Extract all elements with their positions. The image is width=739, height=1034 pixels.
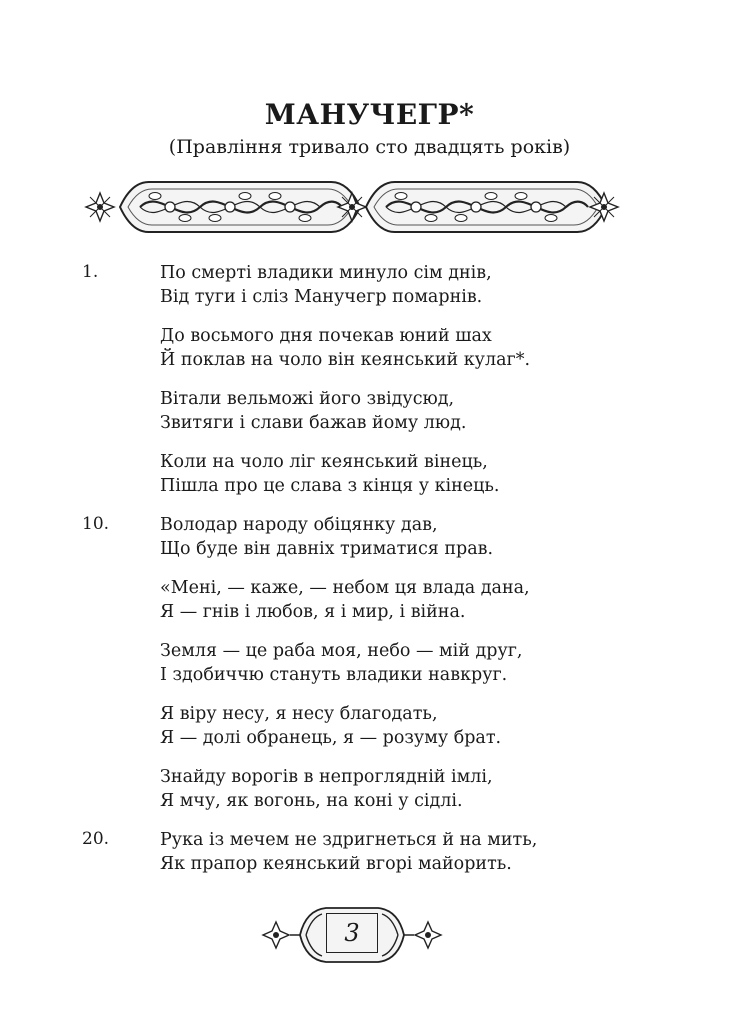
verse-line: Володар народу обіцянку дав, — [160, 515, 438, 535]
verse-line: До восьмого дня почекав юний шах — [160, 326, 492, 346]
verse-line: Й поклав на чоло він кеянський кулаг*. — [160, 349, 531, 370]
poem — [0, 262, 739, 892]
stanza-lines — [160, 703, 501, 750]
stanza — [0, 703, 739, 766]
stanza-lines — [160, 325, 530, 372]
line-number: 10. — [82, 514, 110, 534]
footnote-mark: * — [459, 98, 475, 131]
stanza — [0, 577, 739, 640]
verse-line: Вітали вельможі його звідусюд, — [160, 389, 455, 409]
stanza-lines — [160, 829, 537, 876]
verse-line: «Мені, — каже, — небом ця влада дана, — [160, 578, 530, 598]
verse-line: Я — гнів і любов, я і мир, і війна. — [160, 601, 466, 622]
stanza-lines — [160, 262, 492, 309]
stanza — [0, 325, 739, 388]
verse-line: Знайду ворогів в непроглядній імлі, — [160, 767, 493, 787]
verse-line: Я мчу, як вогонь, на коні у сідлі. — [160, 790, 463, 811]
stanza — [0, 514, 739, 577]
stanza — [0, 388, 739, 451]
verse-line: Рука із мечем не здригнеться й на мить, — [160, 830, 538, 850]
line-number: 1. — [82, 262, 99, 282]
stanza — [0, 640, 739, 703]
stanza — [0, 766, 739, 829]
verse-line: Пішла про це слава з кінця у кінець. — [160, 475, 500, 496]
chapter-subtitle: (Правління тривало сто двадцять років) — [168, 136, 571, 158]
verse-line: Я віру несу, я несу благодать, — [160, 704, 438, 724]
stanza — [0, 262, 739, 325]
stanza-lines — [160, 766, 493, 813]
stanza-lines — [160, 640, 522, 687]
verse-line: Як прапор кеянський вгорі майорить. — [160, 853, 512, 874]
verse-line: Що буде він давніх триматися прав. — [160, 538, 494, 559]
verse-line: Земля — це раба моя, небо — мій друг, — [160, 641, 523, 661]
stanza-lines — [160, 451, 500, 498]
verse-line: Звитяги і слави бажав йому люд. — [160, 412, 467, 433]
verse-line: Я — долі обранець, я — розуму брат. — [160, 727, 502, 748]
verse-line: Від туги і сліз Манучегр помарнів. — [160, 286, 483, 307]
chapter-title: МАНУЧЕГР* — [264, 98, 475, 131]
stanza — [0, 829, 739, 892]
verse-line: По смерті владики минуло сім днів, — [160, 263, 492, 283]
line-number: 20. — [82, 829, 110, 849]
ornament-divider — [78, 176, 626, 238]
page-number: 3 — [326, 913, 378, 953]
verse-line: Коли на чоло ліг кеянський вінець, — [160, 452, 488, 472]
stanza-lines — [160, 514, 493, 561]
stanza-lines — [160, 388, 466, 435]
verse-line: І здобиччю стануть владики навкруг. — [160, 664, 508, 685]
stanza — [0, 451, 739, 514]
stanza-lines — [160, 577, 530, 624]
